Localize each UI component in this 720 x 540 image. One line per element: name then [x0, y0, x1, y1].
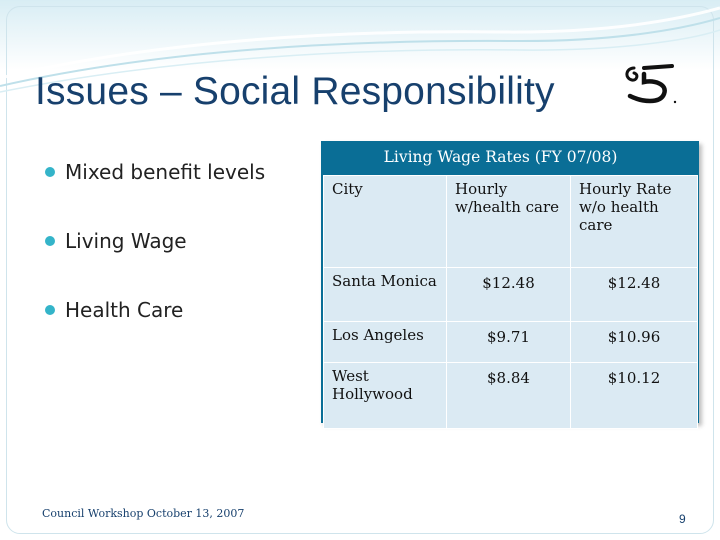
city-cell: Santa Monica — [324, 268, 447, 322]
city-cell: West Hollywood — [324, 363, 447, 429]
table-caption: Living Wage Rates (FY 07/08) — [324, 143, 698, 176]
column-header-with-health: Hourly w/health care — [447, 176, 571, 268]
column-header-without-health: Hourly Rate w/o health care — [571, 176, 698, 268]
rate-with-health-cell: $8.84 — [447, 363, 571, 429]
living-wage-table-container — [321, 141, 699, 423]
bullet-text: Mixed benefit levels — [65, 160, 266, 184]
slide-title: Issues – Social Responsibility — [35, 70, 555, 113]
bullet-dot-icon — [45, 236, 55, 246]
list-item — [45, 224, 265, 258]
table-row — [324, 322, 698, 363]
rate-without-health-cell: $10.96 — [571, 322, 698, 363]
list-item — [45, 293, 265, 327]
organization-logo-icon — [620, 60, 682, 108]
bullet-dot-icon — [45, 167, 55, 177]
bullet-list — [45, 155, 265, 362]
table-row — [324, 363, 698, 429]
rate-with-health-cell: $12.48 — [447, 268, 571, 322]
bullet-text: Living Wage — [65, 229, 187, 253]
list-item — [45, 155, 265, 189]
column-header-city: City — [324, 176, 447, 268]
city-cell: Los Angeles — [324, 322, 447, 363]
table-header-row — [324, 176, 698, 268]
page-number: 9 — [679, 512, 686, 526]
rate-without-health-cell: $12.48 — [571, 268, 698, 322]
table-row — [324, 268, 698, 322]
rate-without-health-cell: $10.12 — [571, 363, 698, 429]
rate-with-health-cell: $9.71 — [447, 322, 571, 363]
bullet-text: Health Care — [65, 298, 184, 322]
bullet-dot-icon — [45, 305, 55, 315]
living-wage-table — [323, 143, 698, 429]
footer-text: Council Workshop October 13, 2007 — [42, 507, 245, 520]
